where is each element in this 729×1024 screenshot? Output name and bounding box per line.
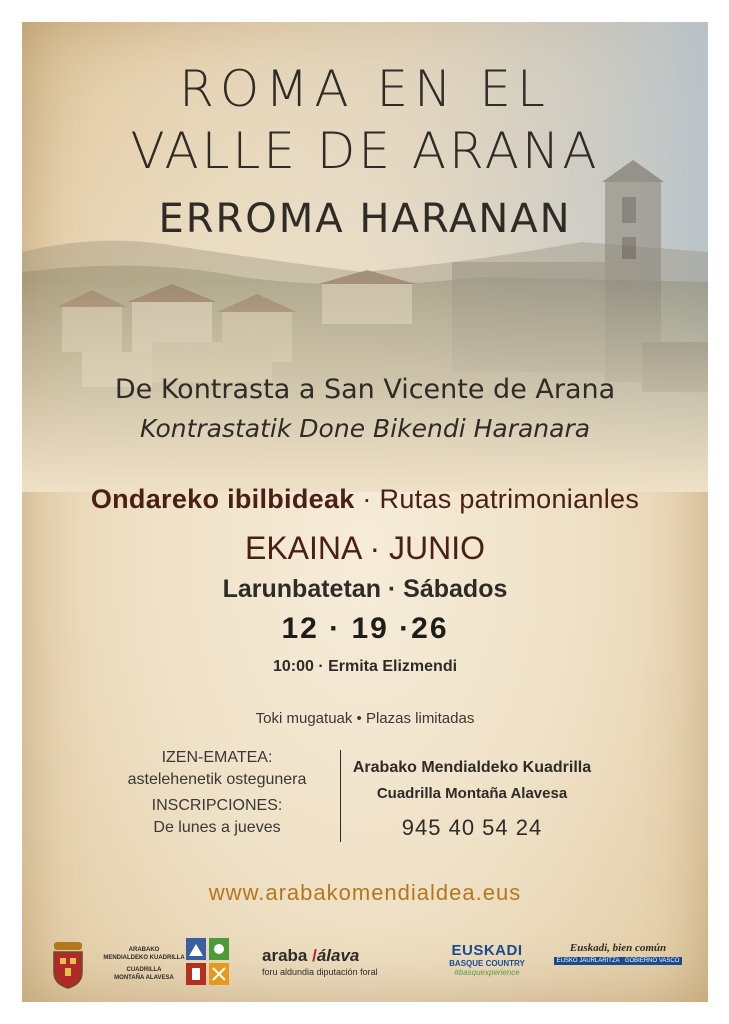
coat-of-arms-icon xyxy=(48,940,88,990)
routes-spanish: Rutas patrimonianles xyxy=(379,484,640,514)
euskadi-logo xyxy=(442,942,532,977)
cuadrilla-text-1: ARABAKO xyxy=(128,947,160,953)
dates: 12 · 19 ·26 xyxy=(281,612,449,645)
alava-text: álava xyxy=(316,946,360,965)
title-line-2: VALLE DE ARANA xyxy=(130,122,600,180)
routes-separator: · xyxy=(354,484,380,514)
month: EKAINA · JUNIO xyxy=(244,530,486,566)
gov-banner xyxy=(554,957,682,965)
phone-number[interactable]: 945 40 54 24 xyxy=(401,815,543,840)
gobierno-vasco-logo xyxy=(548,942,688,965)
routes-basque: Ondareko ibilbideak xyxy=(90,484,355,514)
registration-title-basque: IZEN-EMATEA: xyxy=(161,749,273,766)
cuadrilla-text-2: MENDIALDEKO KUADRILLA xyxy=(103,955,185,961)
days: Larunbatetan · Sábados xyxy=(222,575,508,603)
gov-spanish: GOBIERNO VASCO xyxy=(624,958,680,964)
time-location: 10:00 · Ermita Elizmendi xyxy=(272,658,458,675)
subtitle-basque: Kontrastatik Done Bikendi Haranara xyxy=(139,414,591,443)
divider xyxy=(340,750,341,842)
subtitle-spanish: De Kontrasta a San Vicente de Arana xyxy=(114,374,616,405)
registration-title-spanish: INSCRIPCIONES: xyxy=(151,797,283,814)
office-name-basque: Arabako Mendialdeko Kuadrilla xyxy=(352,759,592,776)
euskadi-title: EUSKADI xyxy=(451,942,523,959)
cuadrilla-logo xyxy=(48,940,198,990)
title-line-3: ERROMA HARANAN xyxy=(158,196,572,242)
office-contact xyxy=(352,755,592,841)
euskadi-hashtag: #basquexperience xyxy=(454,968,520,977)
registration-info xyxy=(102,747,332,839)
title-line-1: ROMA EN EL xyxy=(179,60,551,118)
cuadrilla-text-4: MONTAÑA ALAVESA xyxy=(114,975,174,981)
sponsor-logos xyxy=(22,932,708,1002)
limited-places: Toki mugatuak • Plazas limitadas xyxy=(255,710,475,727)
cuadrilla-text-3: CUADRILLA xyxy=(126,967,162,973)
araba-logo xyxy=(262,946,402,977)
gov-basque: EUSKO JAURLARITZA xyxy=(556,958,620,964)
activities-logo xyxy=(186,938,230,986)
office-name-spanish: Cuadrilla Montaña Alavesa xyxy=(376,785,568,802)
routes-heading xyxy=(22,484,708,515)
gov-slogan: Euskadi, bien común xyxy=(569,942,667,954)
registration-days-spanish: De lunes a jueves xyxy=(153,819,281,836)
website-link[interactable]: www.arabakomendialdea.eus xyxy=(208,880,522,905)
araba-subtitle: foru aldundia diputación foral xyxy=(262,967,378,977)
registration-days-basque: astelehenetik ostegunera xyxy=(127,771,307,788)
slash-icon: / xyxy=(312,946,317,965)
araba-text: araba xyxy=(262,946,308,965)
cuadrilla-logo-text xyxy=(94,946,194,982)
poster xyxy=(22,22,708,1002)
euskadi-subtitle: BASQUE COUNTRY xyxy=(449,959,525,968)
activities-icon xyxy=(186,938,230,986)
